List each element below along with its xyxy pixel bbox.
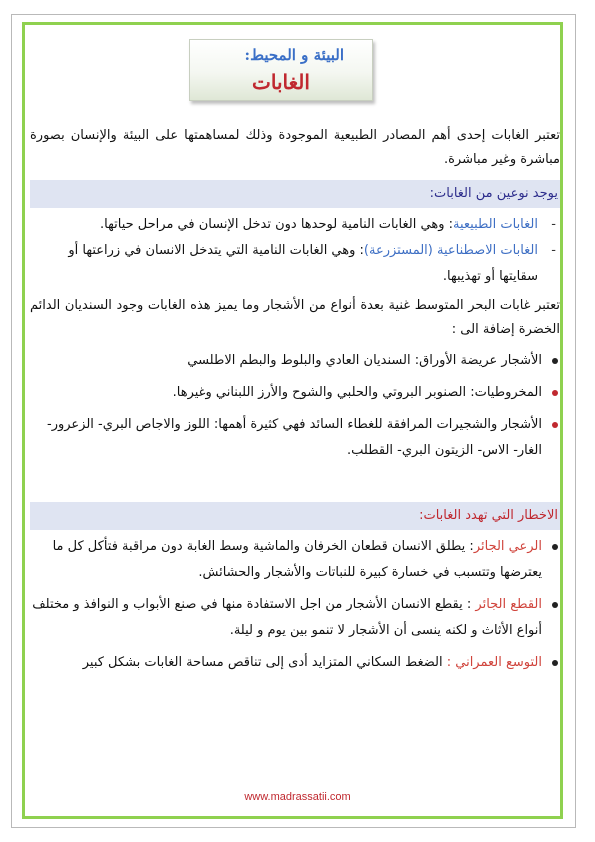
threat-term: الرعي الجائر: [473, 539, 542, 554]
list-item: [30, 348, 560, 374]
bullet-dot: [552, 660, 558, 666]
threat-text: : يقطع الانسان الأشجار من اجل الاستفادة منها في صنع الأبواب و النوافذ و مختلف أنواع الأثاث و لكنه ينسى أن الأشجار لا تنمو بين يوم و ليلة.: [32, 597, 542, 638]
bullet-dot: [552, 544, 558, 550]
page-title: الغابات: [252, 70, 310, 94]
bullet-dot: [552, 358, 558, 364]
forest-type-term: الغابات الاصطناعية (المستزرعة): [363, 243, 538, 258]
bullet-text: المخروطيات: الصنوبر البروتي والحلبي والشوح والأرز اللبناني وغيرها.: [172, 385, 542, 400]
tree-bullets-list: [30, 348, 560, 464]
bullet-dot: [552, 390, 558, 396]
threat-text: : يطلق الانسان قطعان الخرفان والماشية وسط الغابة دون مراقبة فتأكل كل ما يعترضها وتتسبب في خسارة كبيرة للنباتات والأشجار والحشائش.: [52, 539, 542, 580]
footer-url[interactable]: www.madrassatii.com: [244, 791, 351, 803]
bullet-dot: [552, 602, 558, 608]
list-item: [30, 212, 560, 238]
threat-term: القطع الجائر: [475, 597, 542, 612]
threats-list: [30, 534, 560, 676]
list-item: [30, 534, 560, 586]
intro-paragraph: تعتبر الغابات إحدى أهم المصادر الطبيعية الموجودة وذلك لمساهمتها على البيئة والإنسان بصورة مباشرة وغير مباشرة.: [30, 128, 560, 167]
list-item: [30, 412, 560, 464]
bullet-text: الأشجار والشجيرات المرافقة للغطاء السائد فهي كثيرة أهمها: اللوز والاجاص البري- الزعرور- الغار- الاس- الزيتون البري- القطلب.: [47, 417, 542, 458]
list-item: [30, 592, 560, 644]
types-heading: يوجد نوعين من الغابات:: [30, 180, 560, 208]
bullet-dot: [552, 422, 558, 428]
dash-marker: -: [551, 243, 556, 258]
threat-term: التوسع العمراني :: [446, 655, 542, 670]
page-subtitle: البيئة و المحيط:: [244, 46, 344, 64]
forest-type-text: : وهي الغابات النامية التي يتدخل الانسان في زراعتها أو سقايتها أو تهذيبها.: [68, 243, 538, 284]
title-box: [189, 39, 373, 101]
document-body: [30, 120, 560, 676]
dash-marker: -: [551, 217, 556, 232]
forest-type-term: الغابات الطبيعية: [452, 217, 538, 232]
bullet-text: الأشجار عريضة الأوراق: السنديان العادي والبلوط والبطم الاطلسي: [187, 353, 542, 368]
forest-type-text: : وهي الغابات النامية لوحدها دون تدخل الإنسان في مراحل حياتها.: [100, 217, 453, 232]
mediterranean-paragraph: تعتبر غابات البحر المتوسط غنية بعدة أنواع من الأشجار وما يميز هذه الغابات وجود السنديان الدائم الخضرة إضافة الى :: [30, 298, 560, 337]
list-item: [30, 650, 560, 676]
list-item: [30, 380, 560, 406]
threat-text: الضغط السكاني المتزايد أدى إلى تناقص مساحة الغابات بشكل كبير: [82, 655, 447, 670]
list-item: [30, 238, 560, 290]
forest-types-list: [30, 212, 560, 290]
threats-heading: الاخطار التي تهدد الغابات:: [30, 502, 560, 530]
